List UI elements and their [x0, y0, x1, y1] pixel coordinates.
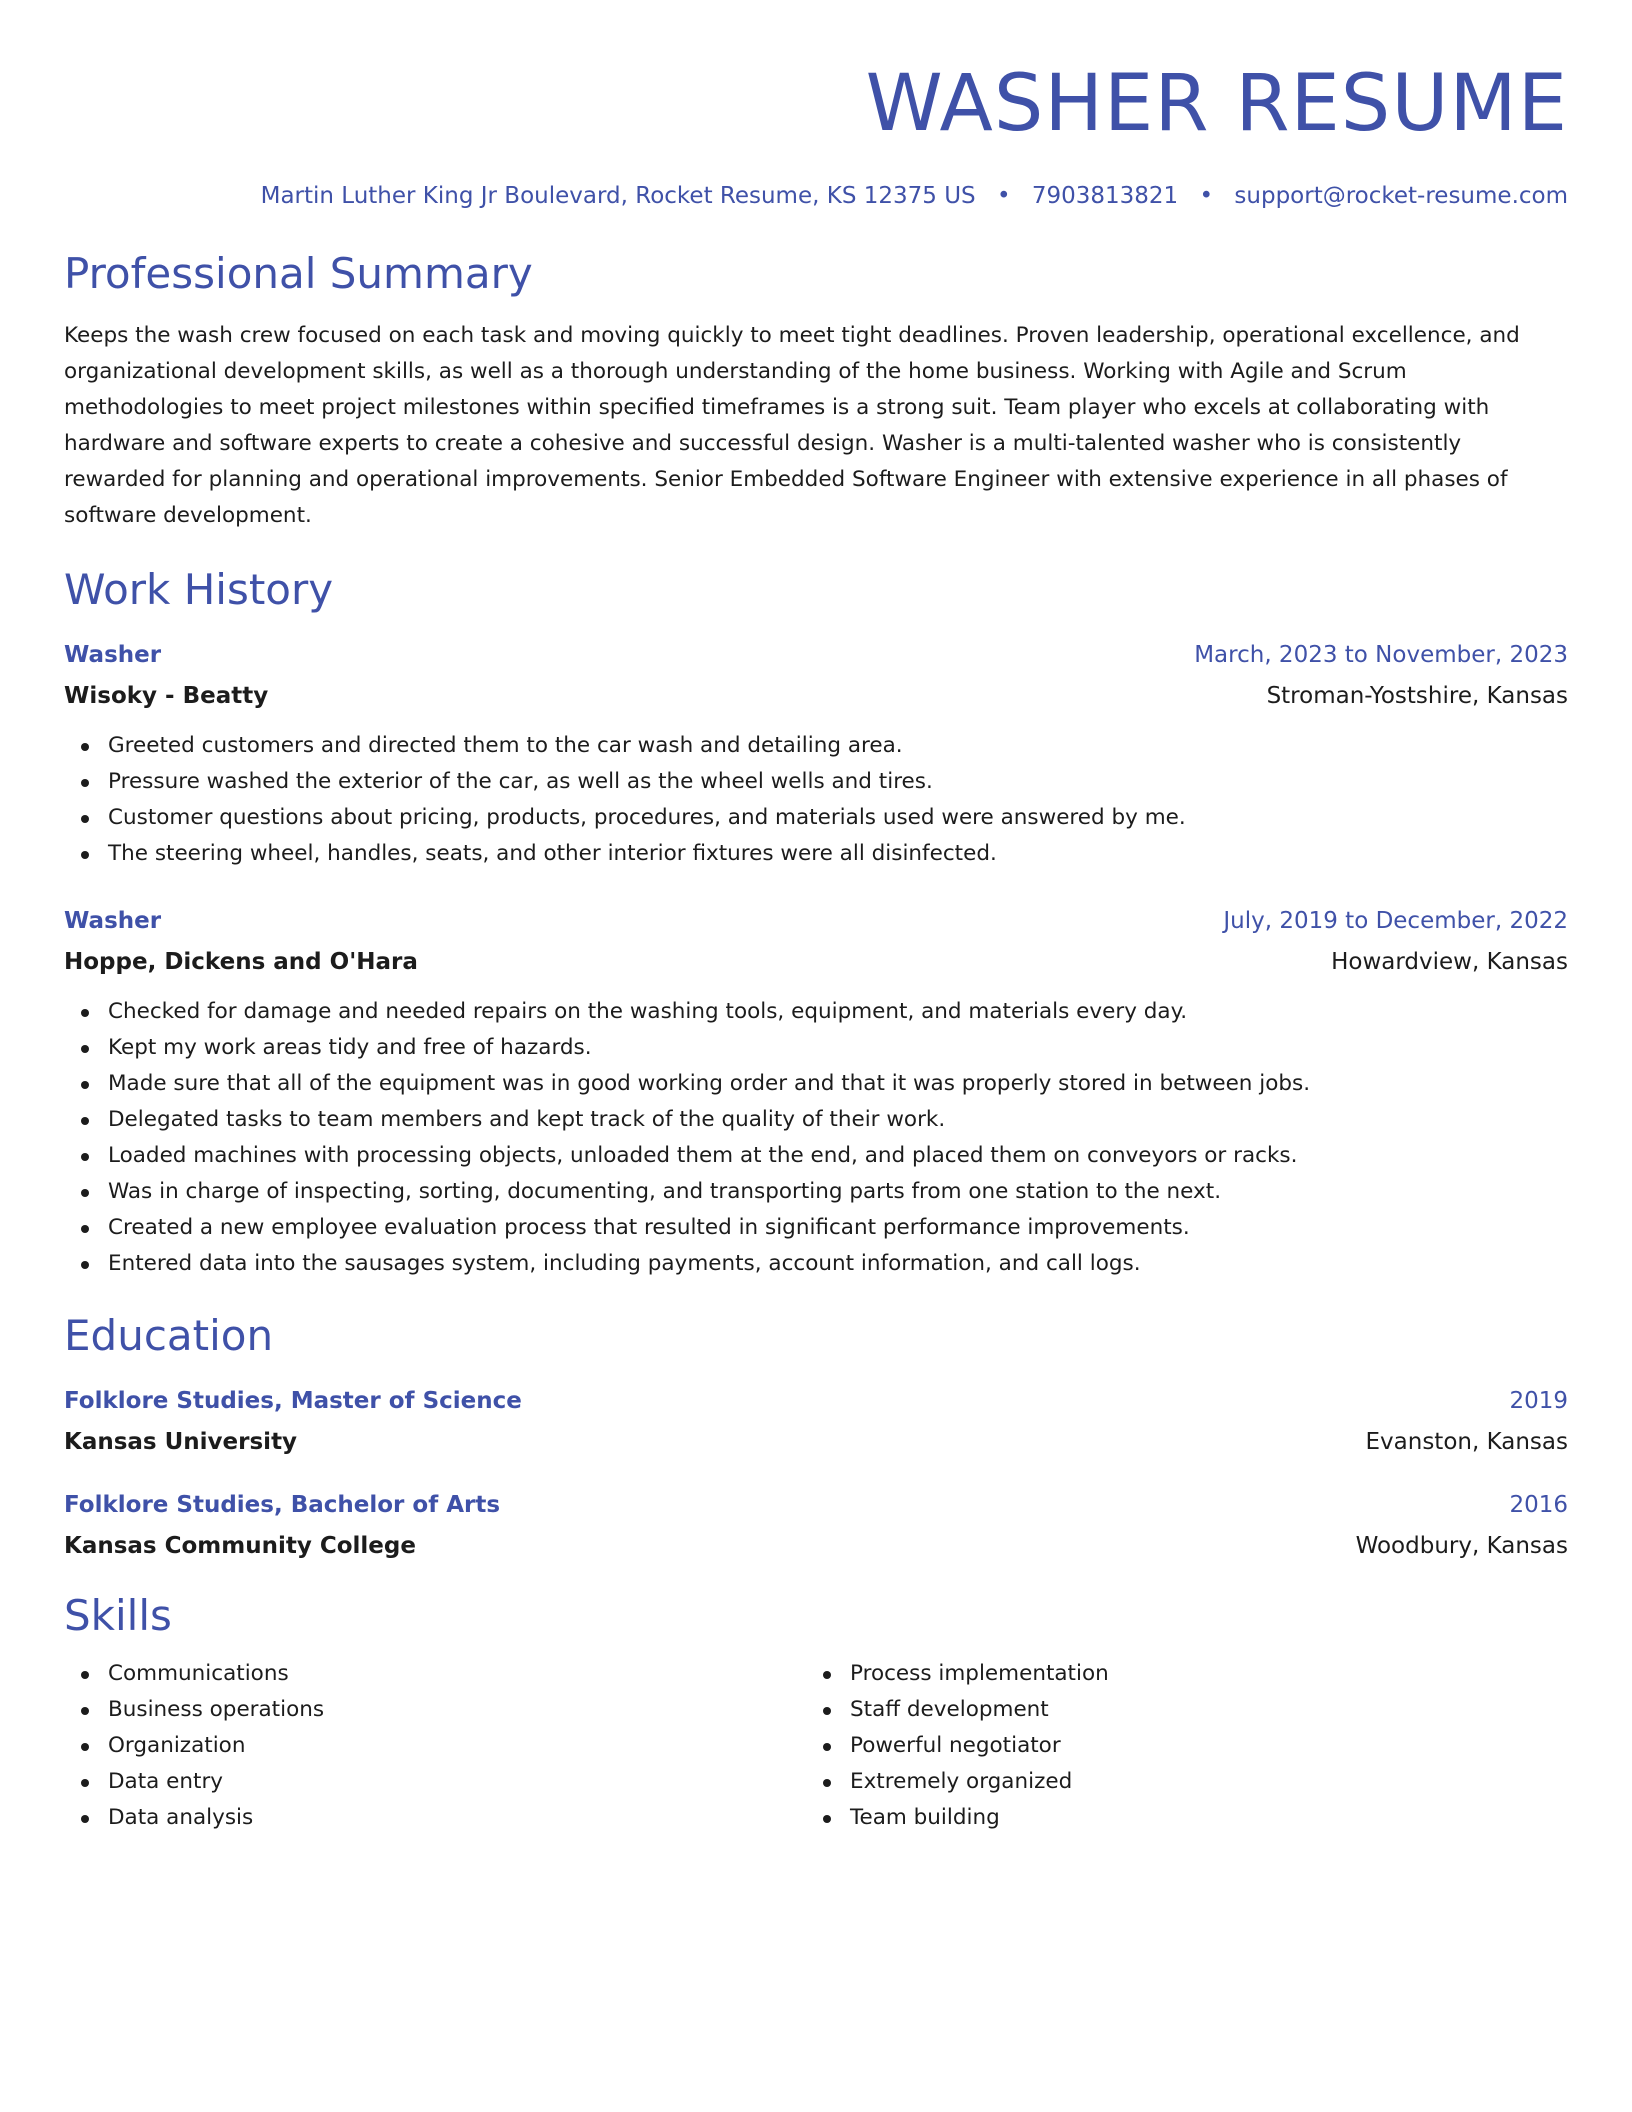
- skill-item: Data entry: [64, 1764, 806, 1800]
- job-bullet: Checked for damage and needed repairs on the washing tools, equipment, and materials every day.: [64, 994, 1568, 1030]
- education-location: Woodbury, Kansas: [1355, 1533, 1568, 1559]
- job-company: Wisoky - Beatty: [64, 683, 269, 709]
- job-role: Washer: [64, 642, 162, 668]
- job-bullet: The steering wheel, handles, seats, and other interior fixtures were all disinfected.: [64, 836, 1568, 872]
- job-role: Washer: [64, 908, 162, 934]
- contact-phone: 7903813821: [1031, 183, 1179, 209]
- job-entry: [64, 638, 1568, 872]
- job-bullets: [64, 728, 1568, 872]
- job-bullets: [64, 994, 1568, 1282]
- skill-item: Communications: [64, 1656, 806, 1692]
- education-degree: Folklore Studies, Bachelor of Arts: [64, 1492, 501, 1518]
- education-school: Kansas University: [64, 1429, 298, 1455]
- summary-heading: Professional Summary: [64, 249, 533, 298]
- skills-columns: [64, 1656, 1568, 1836]
- skill-item: Process implementation: [806, 1656, 1548, 1692]
- skill-item: Data analysis: [64, 1800, 806, 1836]
- skills-list-right: [806, 1656, 1548, 1836]
- resume-page: [64, 0, 1568, 1836]
- job-bullet: Made sure that all of the equipment was in good working order and that it was properly stored in between jobs.: [64, 1066, 1568, 1102]
- contact-line: [64, 180, 1568, 212]
- skill-item: Team building: [806, 1800, 1548, 1836]
- education-year: 2019: [1509, 1388, 1568, 1414]
- work-history-heading: Work History: [64, 565, 334, 614]
- education-entry: [64, 1384, 1568, 1460]
- job-bullet: Delegated tasks to team members and kept track of the quality of their work.: [64, 1102, 1568, 1138]
- skills-list-left: [64, 1656, 806, 1836]
- skills-heading: Skills: [64, 1591, 172, 1640]
- job-dates: July, 2019 to December, 2022: [1223, 908, 1568, 934]
- education-year: 2016: [1509, 1492, 1568, 1518]
- skill-item: Extremely organized: [806, 1764, 1548, 1800]
- contact-separator: •: [1199, 183, 1214, 209]
- job-location: Stroman-Yostshire, Kansas: [1266, 683, 1568, 709]
- summary-text: Keeps the wash crew focused on each task and moving quickly to meet tight deadlines. Proven leadership, operational excellence, and organizational development skills, as well as a thorough understanding of the home business. Working with Agile and Scrum methodologies to meet project milestones within specified timeframes is a strong suit. Team player who excels at collaborating with hardware and software experts to create a cohesive and successful design. Washer is a multi-talented washer who is consistently rewarded for planning and operational improvements. Senior Embedded Software Engineer with extensive experience in all phases of software development.: [64, 323, 1520, 528]
- job-bullet: Pressure washed the exterior of the car, as well as the wheel wells and tires.: [64, 764, 1568, 800]
- job-entry: [64, 904, 1568, 1282]
- skill-item: Organization: [64, 1728, 806, 1764]
- skill-item: Staff development: [806, 1692, 1548, 1728]
- job-bullet: Created a new employee evaluation process that resulted in significant performance improvements.: [64, 1210, 1568, 1246]
- job-bullet: Customer questions about pricing, products, procedures, and materials used were answered by me.: [64, 800, 1568, 836]
- job-bullet: Was in charge of inspecting, sorting, documenting, and transporting parts from one station to the next.: [64, 1174, 1568, 1210]
- job-bullet: Entered data into the sausages system, including payments, account information, and call logs.: [64, 1246, 1568, 1282]
- job-company: Hoppe, Dickens and O'Hara: [64, 949, 418, 975]
- skill-item: Business operations: [64, 1692, 806, 1728]
- job-bullet: Kept my work areas tidy and free of hazards.: [64, 1030, 1568, 1066]
- contact-email: support@rocket-resume.com: [1234, 183, 1568, 209]
- job-location: Howardview, Kansas: [1331, 949, 1568, 975]
- job-bullet: Loaded machines with processing objects, unloaded them at the end, and placed them on conveyors or racks.: [64, 1138, 1568, 1174]
- education-school: Kansas Community College: [64, 1533, 416, 1559]
- education-entry: [64, 1488, 1568, 1564]
- education-degree: Folklore Studies, Master of Science: [64, 1388, 522, 1414]
- contact-separator: •: [996, 183, 1011, 209]
- job-dates: March, 2023 to November, 2023: [1194, 642, 1568, 668]
- education-heading: Education: [64, 1311, 274, 1360]
- skill-item: Powerful negotiator: [806, 1728, 1548, 1764]
- contact-address: Martin Luther King Jr Boulevard, Rocket Resume, KS 12375 US: [260, 183, 976, 209]
- resume-title: WASHER RESUME: [865, 59, 1568, 149]
- education-location: Evanston, Kansas: [1365, 1429, 1568, 1455]
- job-bullet: Greeted customers and directed them to the car wash and detailing area.: [64, 728, 1568, 764]
